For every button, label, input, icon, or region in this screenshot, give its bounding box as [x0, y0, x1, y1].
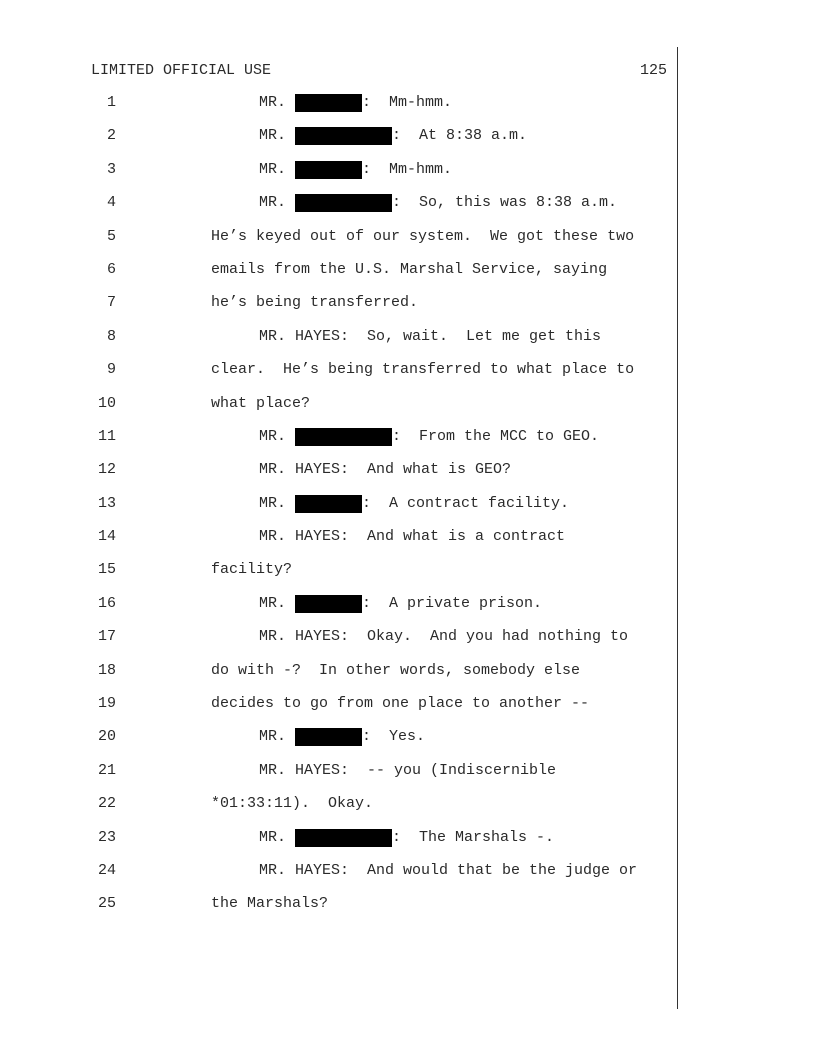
redaction-box: [295, 127, 392, 145]
line-text-start: clear. He’s being transferred to what place to: [211, 361, 635, 379]
line-text-end: : Yes.: [362, 728, 426, 746]
line-text: [211, 228, 634, 246]
line-text: [211, 294, 418, 312]
line-text-start: MR.: [259, 494, 296, 512]
line-text-start: MR.: [259, 594, 296, 612]
transcript-line: [0, 829, 816, 862]
transcript-line: [0, 228, 816, 261]
line-text: [211, 795, 373, 813]
line-text-start: what place?: [211, 394, 311, 412]
line-text: [211, 662, 580, 680]
transcript-line: [0, 361, 816, 394]
line-text-end: : From the MCC to GEO.: [392, 427, 600, 445]
redaction-box: [295, 428, 392, 446]
line-number: 5: [106, 227, 116, 245]
line-number: 4: [106, 194, 116, 212]
line-number: 3: [106, 160, 116, 178]
redaction-box: [295, 829, 392, 847]
line-text-start: facility?: [211, 561, 293, 579]
line-text-start: MR.: [259, 94, 296, 111]
line-text: [259, 495, 569, 513]
line-text: [211, 261, 607, 279]
line-text-start: *01:33:11). Okay.: [211, 795, 374, 813]
line-text-start: do with -? In other words, somebody else: [211, 661, 581, 679]
line-text: [259, 762, 556, 780]
line-text-end: : A private prison.: [362, 594, 543, 612]
line-text-start: MR. HAYES: And what is GEO?: [259, 461, 512, 479]
transcript-line: [0, 862, 816, 895]
line-number: 20: [97, 728, 116, 746]
line-text: [259, 528, 565, 546]
transcript-line: [0, 94, 816, 127]
line-text-end: : Mm-hmm.: [362, 94, 453, 111]
line-text-start: MR. HAYES: So, wait. Let me get this: [259, 327, 602, 345]
line-number: 8: [106, 327, 116, 345]
line-text-start: the Marshals?: [211, 895, 329, 913]
transcript-line: [0, 728, 816, 761]
line-text: [259, 328, 601, 346]
line-number: 16: [97, 594, 116, 612]
line-number: 21: [97, 761, 116, 779]
classification-header: LIMITED OFFICIAL USE: [91, 62, 272, 79]
transcript-line: [0, 461, 816, 494]
redaction-box: [295, 495, 362, 513]
line-number: 19: [97, 695, 116, 713]
transcript-line: [0, 528, 816, 561]
line-text: [259, 428, 599, 446]
line-text-end: : A contract facility.: [362, 494, 570, 512]
line-number: 17: [97, 628, 116, 646]
line-number: 23: [97, 828, 116, 846]
redaction-box: [295, 161, 362, 179]
redaction-box: [295, 595, 362, 613]
line-text-end: : At 8:38 a.m.: [392, 127, 528, 145]
line-text: [211, 895, 328, 913]
line-number: 12: [97, 461, 116, 479]
line-number: 13: [97, 494, 116, 512]
transcript-line: [0, 762, 816, 795]
line-text: [259, 595, 542, 613]
line-number: 25: [97, 895, 116, 913]
line-text-start: MR.: [259, 728, 296, 746]
line-text-start: MR.: [259, 427, 296, 445]
line-number: 7: [106, 294, 116, 312]
transcript-line: [0, 161, 816, 194]
line-number: 14: [97, 528, 116, 546]
transcript-line: [0, 294, 816, 327]
transcript-line: [0, 628, 816, 661]
line-number: 6: [106, 260, 116, 278]
transcript-line: [0, 395, 816, 428]
line-number: 2: [106, 127, 116, 145]
transcript-line: [0, 561, 816, 594]
line-text-start: MR.: [259, 160, 296, 178]
line-number: 24: [97, 861, 116, 879]
line-text-start: MR. HAYES: And would that be the judge or: [259, 861, 638, 879]
line-text: [259, 728, 425, 746]
line-text: [259, 94, 452, 112]
transcript-line: [0, 428, 816, 461]
line-text-start: MR. HAYES: Okay. And you had nothing to: [259, 628, 629, 646]
line-text-start: MR. HAYES: -- you (Indiscernible: [259, 761, 557, 779]
line-text-start: He’s keyed out of our system. We got these two: [211, 227, 635, 245]
line-text-start: MR.: [259, 127, 296, 145]
transcript-line: [0, 662, 816, 695]
line-text: [259, 862, 637, 880]
transcript-line: [0, 595, 816, 628]
line-text: [211, 695, 589, 713]
page-number: 125: [639, 62, 667, 79]
line-number: 22: [97, 795, 116, 813]
line-number: 9: [106, 361, 116, 379]
line-text: [259, 127, 527, 145]
line-text-end: : So, this was 8:38 a.m.: [392, 194, 618, 212]
line-text-start: MR. HAYES: And what is a contract: [259, 528, 566, 546]
line-text: [211, 561, 292, 579]
transcript-line: [0, 895, 816, 928]
line-text-start: MR.: [259, 828, 296, 846]
transcript-line: [0, 695, 816, 728]
line-number: 18: [97, 661, 116, 679]
line-number: 11: [97, 427, 116, 445]
line-text: [211, 361, 634, 379]
line-text-end: : The Marshals -.: [392, 828, 555, 846]
line-text: [259, 628, 628, 646]
line-number: 10: [97, 394, 116, 412]
redaction-box: [295, 194, 392, 212]
line-text-start: decides to go from one place to another --: [211, 695, 590, 713]
line-number: 15: [97, 561, 116, 579]
line-number: 1: [106, 94, 116, 111]
transcript-line: [0, 328, 816, 361]
transcript-line: [0, 495, 816, 528]
transcript-line: [0, 127, 816, 160]
redaction-box: [295, 94, 362, 112]
transcript-line: [0, 261, 816, 294]
redaction-box: [295, 728, 362, 746]
transcript-line: [0, 795, 816, 828]
line-text: [259, 194, 617, 212]
line-text-end: : Mm-hmm.: [362, 160, 453, 178]
line-text: [259, 461, 511, 479]
line-text-start: he’s being transferred.: [211, 294, 419, 312]
transcript-line: [0, 194, 816, 227]
line-text: [259, 829, 554, 847]
line-text-start: emails from the U.S. Marshal Service, saying: [211, 260, 608, 278]
line-text: [211, 395, 310, 413]
line-text: [259, 161, 452, 179]
transcript-lines: [0, 94, 816, 929]
line-text-start: MR.: [259, 194, 296, 212]
